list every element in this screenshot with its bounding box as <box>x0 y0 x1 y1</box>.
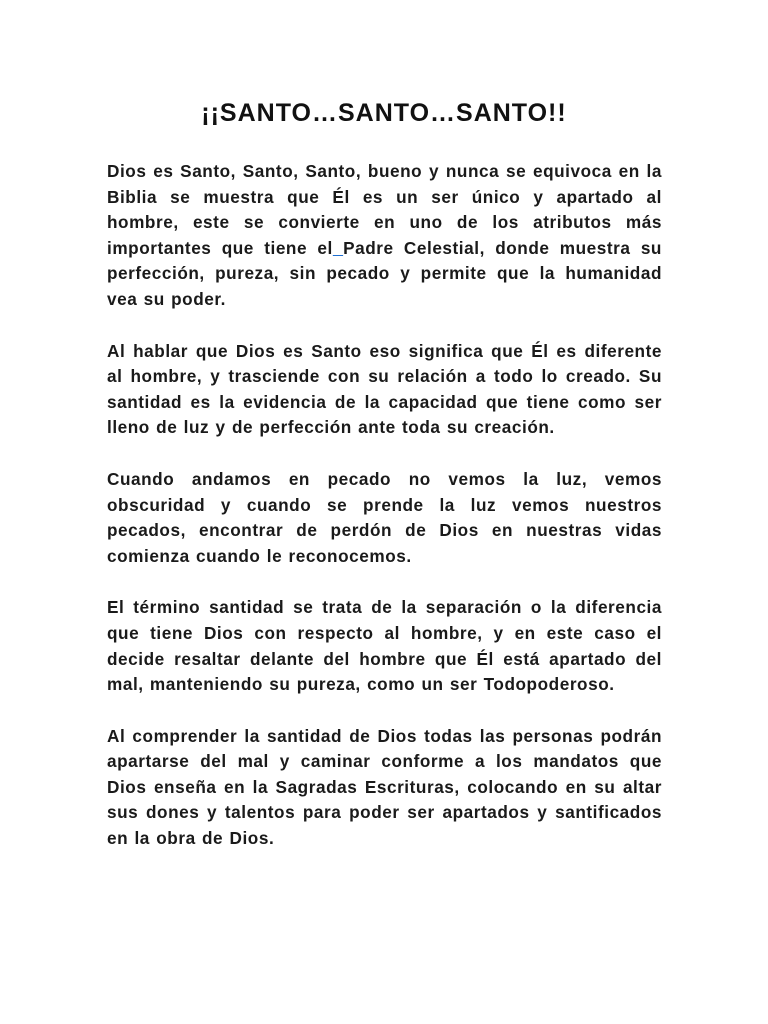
paragraph-4: El término santidad se trata de la separación o la diferencia que tiene Dios con respecto al hombre, y en este caso el decide resaltar delante del hombre que Él está apartado del mal, manteniendo su pureza, como un ser Todopoderoso. <box>107 597 662 695</box>
paragraph-5: Al comprender la santidad de Dios todas las personas podrán apartarse del mal y caminar conforme a los mandatos que Dios enseña en la Sagradas Escrituras, colocando en su altar sus dones y talentos para poder ser apartados y santificados en la obra de Dios. <box>107 725 662 849</box>
paragraph-3: Cuando andamos en pecado no vemos la luz, vemos obscuridad y cuando se prende la luz vemos nuestros pecados, encontrar de perdón de Dios en nuestras vidas comienza cuando le reconocemos. <box>107 468 662 566</box>
document-body <box>107 159 662 878</box>
paragraph-2: Al hablar que Dios es Santo eso significa que Él es diferente al hombre, y trasciende con su relación a todo lo creado. Su santidad es la evidencia de la capacidad que tiene como ser lleno de luz y de perfección ante toda su creación. <box>107 340 662 438</box>
paragraph-1-text-after: donde muestra su perfección, pureza, sin pecado y permite que la humanidad vea su poder. <box>107 237 662 309</box>
padre-celestial-text: Padre Celestial <box>343 237 480 258</box>
paragraph-1-text: Dios es Santo, Santo, Santo, bueno y nunca se equivoca en la Biblia se muestra que Él es un ser único y apartado al hombre, este se convierte en uno de los atributos más importantes que tiene el <box>107 161 662 258</box>
paragraph-1 <box>107 159 662 313</box>
padre-celestial-punct: , <box>479 237 485 258</box>
document-title: ¡¡SANTO…SANTO…SANTO!! <box>201 99 567 127</box>
